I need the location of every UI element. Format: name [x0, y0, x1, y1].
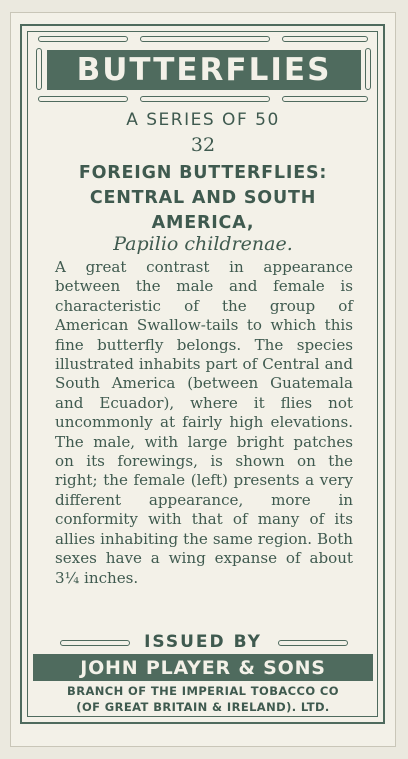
banner-side-right	[365, 48, 371, 90]
company-name: JOHN PLAYER & SONS	[80, 656, 326, 679]
bottom-rule-right	[282, 96, 368, 102]
heading-line-2: CENTRAL AND SOUTH	[89, 188, 317, 208]
company-banner	[33, 654, 373, 681]
bottom-rule-center	[140, 96, 270, 102]
species-name: Papilio childrenae.	[113, 233, 293, 255]
banner-side-left	[36, 48, 42, 90]
card-heading	[30, 161, 376, 236]
bottom-rule-left	[38, 96, 128, 102]
card-number: 32	[190, 134, 216, 156]
card-title: BUTTERFLIES	[76, 52, 332, 88]
branch-line-1: BRANCH OF THE IMPERIAL TOBACCO CO	[67, 684, 339, 698]
top-rule-right	[282, 36, 368, 42]
series-label: A SERIES OF 50	[126, 110, 280, 130]
top-rule-center	[140, 36, 270, 42]
heading-line-3: AMERICA,	[151, 213, 255, 233]
heading-line-1: FOREIGN BUTTERFLIES:	[78, 163, 328, 183]
top-rule-left	[38, 36, 128, 42]
issued-by-label: ISSUED BY	[144, 632, 262, 652]
title-banner	[47, 50, 361, 90]
description-text: A great contrast in appearance between the male and female is characteristic of the group of American Swallow-tails to which this fine butterfly belongs. The species illustrated inhabits part of Central and South America (between Guatemala and Ecuador), where it flies not uncommonly at fairly high elevations. The male, with large bright patches on its forewings, is shown on the right; the female (left) presents a very different appearance, more in conformity with that of many of its allies inhabiting the same region. Both sexes have a wing expanse of about 3¼ inches.	[55, 258, 353, 587]
branch-line-2: (OF GREAT BRITAIN & IRELAND). LTD.	[76, 700, 330, 714]
